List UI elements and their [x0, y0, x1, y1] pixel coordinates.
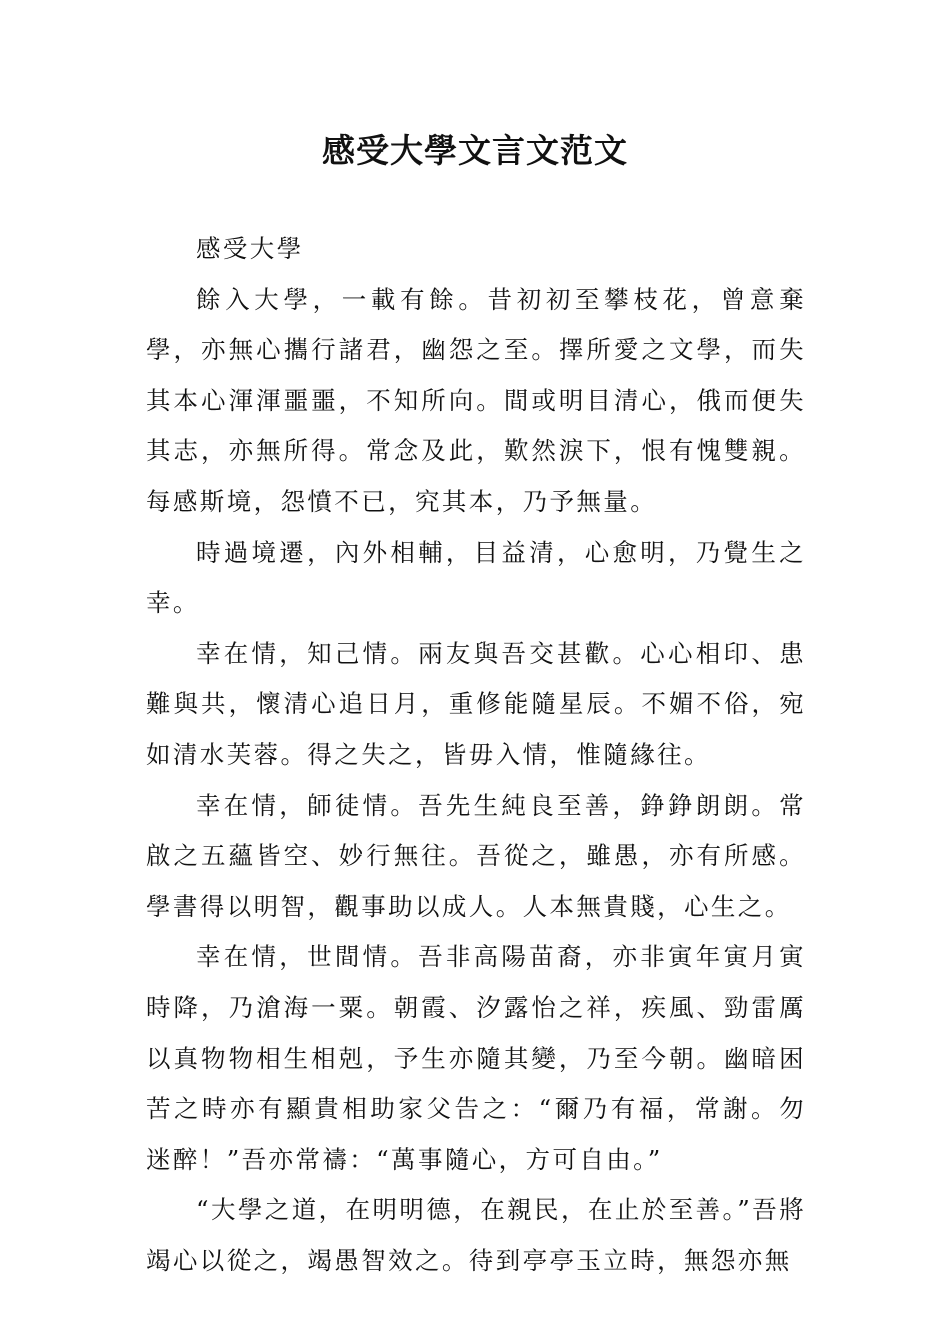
document-body	[146, 224, 806, 1286]
document-title: 感受大學文言文范文	[322, 131, 628, 170]
paragraph-subtitle: 感受大學	[196, 234, 304, 263]
paragraph: 幸在情，師徒情。吾先生純良至善，錚錚朗朗。常啟之五蘊皆空、妙行無往。吾從之，雖愚，亦有所感。學書得以明智，觀事助以成人。人本無貴賤，心生之。	[146, 790, 806, 921]
paragraph: 時過境遷，內外相輔，目益清，心愈明，乃覺生之幸。	[146, 537, 806, 618]
paragraph: “大學之道，在明明德，在親民，在止於至善。”吾將竭心以從之，竭愚智效之。待到亭亭玉立時，無怨亦無	[146, 1195, 806, 1275]
paragraph: 幸在情，知己情。兩友與吾交甚歡。心心相印、患難與共，懷清心追日月，重修能隨星辰。不媚不俗，宛如清水芙蓉。得之失之，皆毋入情，惟隨緣往。	[146, 638, 806, 769]
paragraph: 餘入大學，一載有餘。昔初初至攀枝花，曾意棄學，亦無心攜行諸君，幽怨之至。擇所愛之文學，而失其本心渾渾噩噩，不知所向。間或明目清心，俄而便失其志，亦無所得。常念及此，歎然淚下，恨有愧雙親。每感斯境，怨憤不已，究其本，乃予無量。	[146, 284, 806, 516]
paragraph: 幸在情，世間情。吾非高陽苗裔，亦非寅年寅月寅時降，乃滄海一粟。朝霞、汐露怡之祥，疾風、勁雷厲以真物物相生相剋，予生亦隨其變，乃至今朝。幽暗困苦之時亦有顯貴相助家父告之：“爾乃有福，常謝。勿迷醉！”吾亦常禱：“萬事隨心，方可自由。”	[146, 942, 806, 1174]
